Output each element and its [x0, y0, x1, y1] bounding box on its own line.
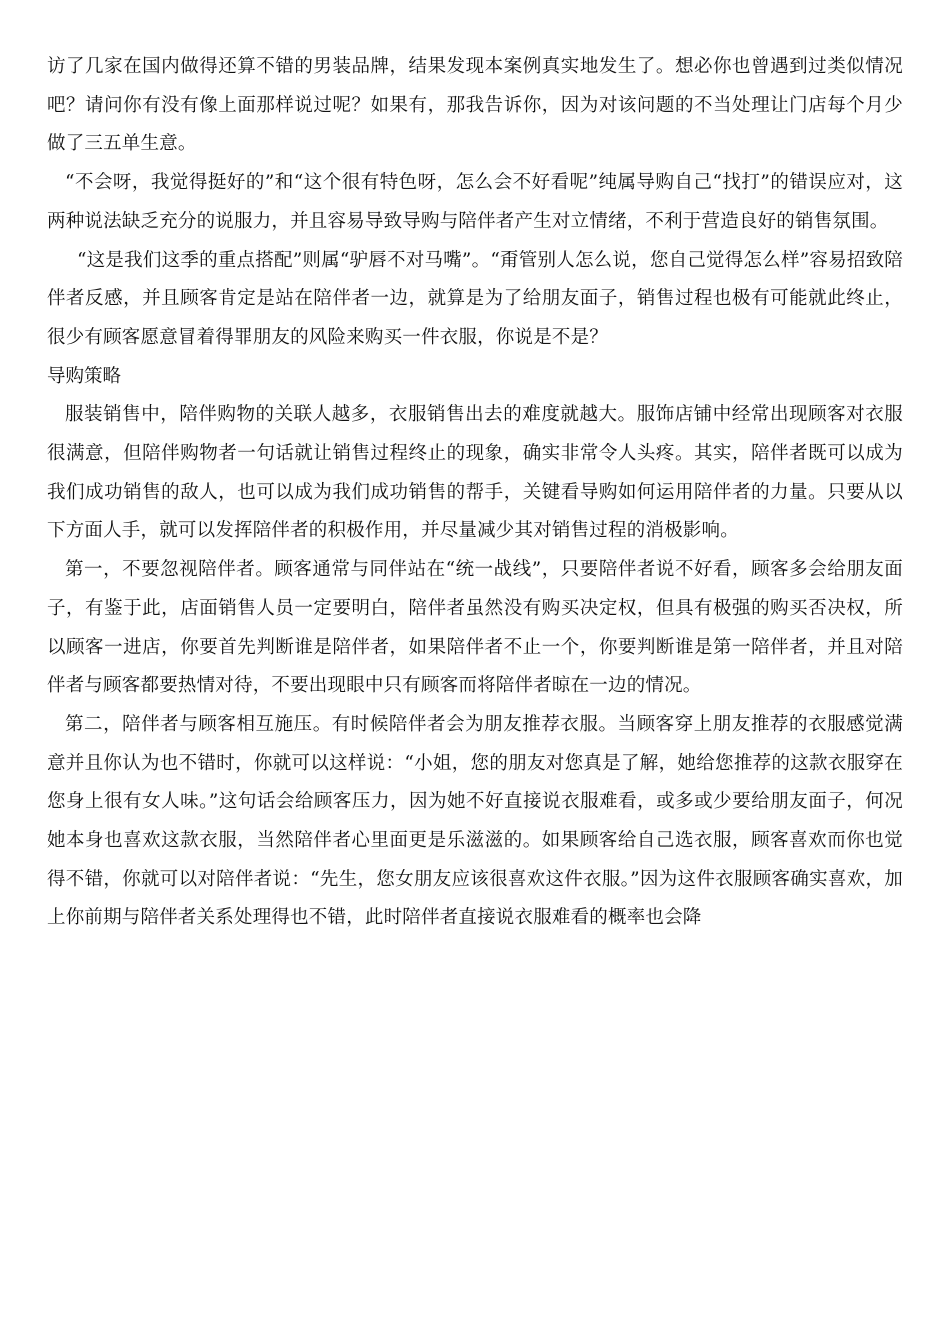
section-heading: 导购策略	[47, 365, 122, 387]
body-paragraph: 访了几家在国内做得还算不错的男装品牌，结果发现本案例真实地发生了。想必你也曾遇到过类似情况吧？请问你有没有像上面那样说过呢？如果有，那我告诉你，因为对该问题的不当处理让门店每个月少做了三五单生意。	[47, 56, 903, 155]
body-paragraph: “不会呀，我觉得挺好的”和“这个很有特色呀，怎么会不好看呢”纯属导购自己“找打”的错误应对，这两种说法缺乏充分的说服力，并且容易导致导购与陪伴者产生对立情绪，不利于营造良好的销售氛围。	[47, 172, 903, 232]
body-paragraph: 第二，陪伴者与顾客相互施压。有时候陪伴者会为朋友推荐衣服。当顾客穿上朋友推荐的衣服感觉满意并且你认为也不错时，你就可以这样说：“小姐，您的朋友对您真是了解，她给您推荐的这款衣服穿在您身上很有女人味。”这句话会给顾客压力，因为她不好直接说衣服难看，或多或少要给朋友面子，何况她本身也喜欢这款衣服，当然陪伴者心里面更是乐滋滋的。如果顾客给自己选衣服，顾客喜欢而你也觉得不错，你就可以对陪伴者说：“先生，您女朋友应该很喜欢这件衣服。”因为这件衣服顾客确实喜欢，加上你前期与陪伴者关系处理得也不错，此时陪伴者直接说衣服难看的概率也会降	[47, 713, 903, 929]
body-paragraph: 服装销售中，陪伴购物的关联人越多，衣服销售出去的难度就越大。服饰店铺中经常出现顾客对衣服很满意，但陪伴购物者一句话就让销售过程终止的现象，确实非常令人头疼。其实，陪伴者既可以成为我们成功销售的敌人，也可以成为我们成功销售的帮手，关键看导购如何运用陪伴者的力量。只要从以下方面人手，就可以发挥陪伴者的积极作用，并尽量减少其对销售过程的消极影响。	[47, 404, 903, 542]
body-paragraph: “这是我们这季的重点搭配”则属“驴唇不对马嘴”。“甭管别人怎么说，您自己觉得怎么样”容易招致陪伴者反感，并且顾客肯定是站在陪伴者一边，就算是为了给朋友面子，销售过程也极有可能就此终止，很少有顾客愿意冒着得罪朋友的风险来购买一件衣服，你说是不是？	[47, 249, 903, 348]
body-paragraph: 第一，不要忽视陪伴者。顾客通常与同伴站在“统一战线”，只要陪伴者说不好看，顾客多会给朋友面子，有鉴于此，店面销售人员一定要明白，陪伴者虽然没有购买决定权，但具有极强的购买否决权，所以顾客一进店，你要首先判断谁是陪伴者，如果陪伴者不止一个，你要判断谁是第一陪伴者，并且对陪伴者与顾客都要热情对待，不要出现眼中只有顾客而将陪伴者晾在一边的情况。	[47, 559, 903, 697]
document-page	[47, 48, 903, 938]
